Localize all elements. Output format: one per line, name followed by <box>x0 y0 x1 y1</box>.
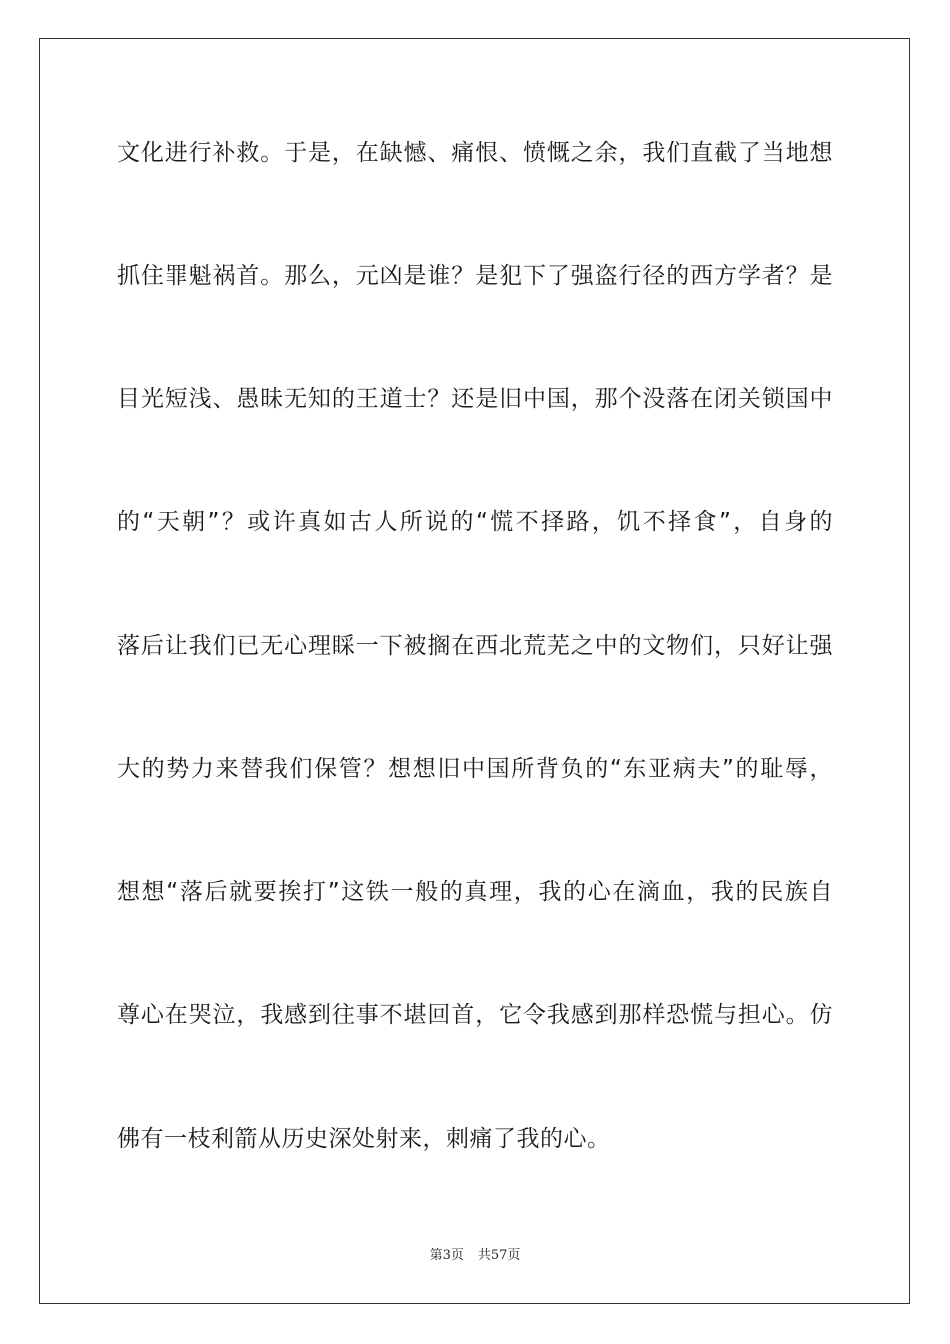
text-line-4: 的“天朝”？或许真如古人所说的“慌不择路，饥不择食”，自身的 <box>117 509 833 535</box>
text-line-5: 落后让我们已无心理睬一下被搁在西北荒芜之中的文物们，只好让强 <box>117 633 833 659</box>
text-line-7: 想想“落后就要挨打”这铁一般的真理，我的心在滴血，我的民族自 <box>117 879 833 905</box>
text-line-1: 文化进行补救。于是，在缺憾、痛恨、愤慨之余，我们直截了当地想 <box>117 140 833 166</box>
page-footer <box>0 1248 950 1264</box>
text-line-6: 大的势力来替我们保管？想想旧中国所背负的“东亚病夫”的耻辱， <box>117 756 833 782</box>
text-line-2: 抓住罪魁祸首。那么，元凶是谁？是犯下了强盗行径的西方学者？是 <box>117 263 833 289</box>
text-line-8: 尊心在哭泣，我感到往事不堪回首，它令我感到那样恐慌与担心。仿 <box>117 1002 833 1028</box>
text-line-9: 佛有一枝利箭从历史深处射来，刺痛了我的心。 <box>117 1126 611 1152</box>
page-border <box>39 38 910 1304</box>
text-line-3: 目光短浅、愚昧无知的王道士？还是旧中国，那个没落在闭关锁国中 <box>117 386 833 412</box>
page-number: 第3页 <box>429 1248 464 1263</box>
page-total: 共57页 <box>477 1248 521 1263</box>
